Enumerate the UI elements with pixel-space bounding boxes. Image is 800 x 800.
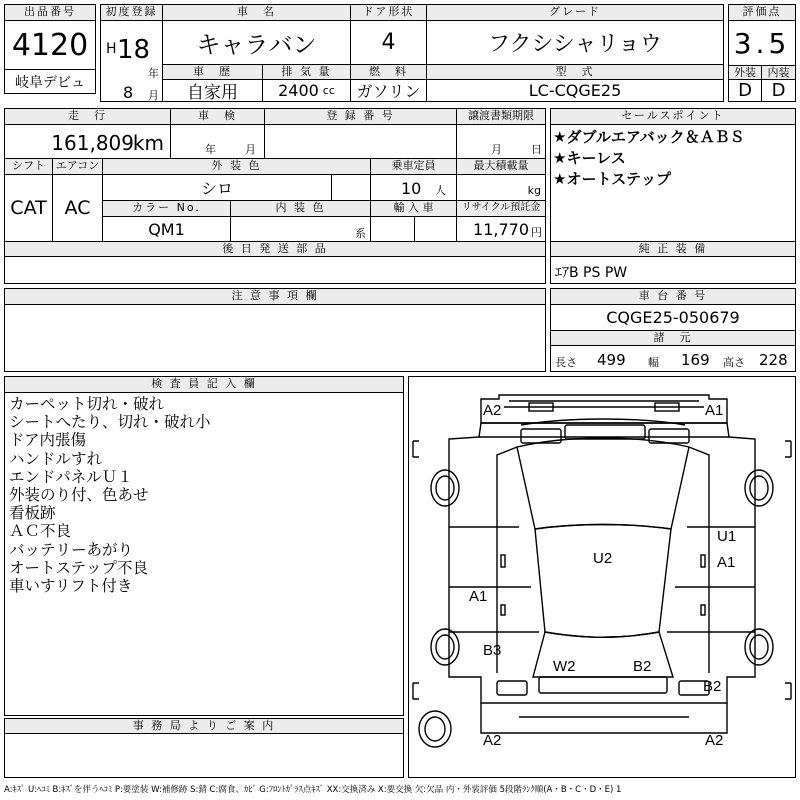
max-load-label: 最大積載量 [457, 159, 545, 175]
equipment-label: 純 正 装 備 [551, 241, 795, 257]
registration-value [265, 125, 457, 159]
header-box [100, 4, 724, 102]
inspection-year-unit: 年 [205, 143, 216, 156]
chassis-label: 車 台 番 号 [551, 289, 795, 305]
inspector-label: 検 査 員 記 入 欄 [5, 377, 403, 393]
damage-mark: A1 [717, 554, 736, 571]
lot-label: 出品番号 [5, 5, 95, 21]
color-no-value: QM1 [103, 217, 231, 241]
inspection-label: 車 検 [171, 109, 265, 125]
later-parts-value [5, 257, 545, 283]
office-box [4, 718, 404, 778]
capacity-unit: 人 [435, 184, 446, 197]
mileage-cell [5, 125, 171, 159]
transfer-month-unit: 月 [491, 143, 502, 156]
venue-name: 岐阜デビュ [5, 69, 95, 93]
reg-year: 18 [117, 35, 151, 65]
damage-mark: B2 [633, 658, 652, 675]
dims-row [551, 346, 795, 371]
capacity-cell [371, 175, 457, 201]
sales-point: ★ダブルエアバック＆ＡＢＳ [553, 128, 745, 146]
inspector-notes [9, 395, 399, 605]
damage-mark: A2 [483, 402, 502, 419]
damage-mark: W2 [553, 658, 576, 675]
transfer-doc-cell [457, 125, 545, 159]
capacity-label: 乗車定員 [371, 159, 457, 175]
cautions-box [4, 288, 546, 372]
month-unit: 月 [148, 89, 159, 101]
capacity-value: 10 [401, 179, 422, 198]
sales-point: ★オートステップ [553, 170, 671, 188]
recycle-cell [457, 217, 545, 241]
recycle-label: リサイクル預託金 [457, 201, 545, 217]
inspector-note: カーペット切れ・破れ [9, 395, 165, 413]
inspector-note: 看板跡 [9, 504, 56, 523]
damage-mark: U1 [717, 528, 737, 545]
recycle-value: 11,770 [473, 220, 529, 239]
inspection-cell [171, 125, 265, 159]
width-value: 169 [681, 351, 710, 369]
interior-label: 内装 [762, 65, 795, 80]
inspector-note: 車いすリフト付き [9, 576, 133, 595]
first-reg-cell [101, 21, 163, 101]
length-label: 長さ [555, 356, 577, 369]
transfer-doc-label: 譲渡書類期限 [457, 109, 545, 125]
door-label: ドア形状 [351, 5, 427, 21]
inspector-note: ＡＣ不良 [9, 522, 72, 541]
sales-box [550, 108, 796, 284]
grade-value: フクシシャリョウ [427, 21, 723, 65]
damage-mark: A1 [469, 588, 488, 605]
vehicle-diagram [408, 376, 796, 778]
displacement-cell [263, 80, 351, 101]
displacement-value: 2400 [278, 81, 319, 100]
transfer-day-unit: 日 [531, 143, 542, 156]
damage-mark: U2 [593, 550, 613, 567]
shift-value: CAT [5, 175, 53, 241]
mileage-value: 161,809 [51, 131, 134, 155]
max-load-cell [457, 175, 545, 201]
mileage-label: 走 行 [5, 109, 171, 125]
lot-number: 4120 [11, 27, 89, 63]
recycle-unit: 円 [531, 226, 542, 239]
cautions-label: 注 意 事 項 欄 [5, 289, 545, 305]
fuel-value: ガソリン [351, 80, 427, 101]
import-cell-2 [415, 217, 457, 241]
int-color-cell [231, 217, 371, 241]
color-no-label: カラー No. [103, 201, 231, 217]
damage-mark: A2 [483, 732, 502, 749]
inspector-note: エンドパネルＵ１ [9, 467, 133, 486]
inspection-month-unit: 月 [245, 143, 256, 156]
shift-label: シフト [5, 159, 53, 175]
model-code-value: LC-CQGE25 [528, 81, 622, 100]
vehicle-diagram-svg [409, 377, 795, 777]
legend-text: A:ｷｽﾞ U:ﾍｺﾐ B:ｷｽﾞを伴うﾍｺﾐ P:要塗装 W:補修跡 S:錆 C:腐食、ｶﾋﾞ G:ﾌﾛﾝﾄｶﾞﾗｽ点ｷｽﾞ XX:交換済み X:要交換 欠:欠品 内・外装評価 5段階ﾗﾝｸ順(A・B・C・D・E) 1 [4, 785, 622, 795]
interior-score: D [771, 80, 786, 101]
inspector-note: シートへたり、切れ・破れ小 [9, 413, 211, 432]
max-load-unit: kg [527, 184, 541, 197]
office-label: 事 務 局 よ り ご 案 内 [5, 719, 403, 734]
inspector-note: ドア内張傷 [9, 431, 87, 450]
exterior-score: D [729, 80, 762, 101]
grade-label: グレード [427, 5, 723, 21]
score-box [728, 4, 796, 102]
import-cell [371, 217, 415, 241]
lot-box [4, 4, 96, 94]
length-value: 499 [597, 351, 626, 369]
inspector-note: ハンドルすれ [9, 449, 103, 468]
fuel-label: 燃 料 [351, 65, 427, 80]
dims-label: 諸 元 [551, 331, 795, 346]
int-color-unit: 系 [355, 227, 366, 240]
sales-points-list [553, 127, 793, 237]
history-value: 自家用 [163, 80, 263, 101]
exterior-label: 外装 [729, 65, 762, 80]
chassis-box [550, 288, 796, 372]
door-value: 4 [351, 21, 427, 65]
score-label: 評価点 [729, 5, 795, 21]
inspector-box [4, 376, 404, 716]
details-box [4, 108, 546, 284]
inspector-note: バッテリーあがり [9, 540, 134, 559]
aircon-value: AC [53, 175, 103, 241]
score-value: 3.5 [733, 26, 791, 60]
registration-label: 登 録 番 号 [265, 109, 457, 125]
sales-point: ★キーレス [553, 149, 626, 167]
damage-mark: B2 [703, 678, 722, 695]
height-value: 228 [759, 351, 788, 369]
year-unit: 年 [148, 67, 159, 80]
damage-mark: B3 [483, 642, 502, 659]
equipment-value: ｴｱB PS PW [555, 265, 628, 281]
mileage-unit: km [132, 131, 164, 155]
first-reg-label: 初度登録 [101, 5, 163, 21]
car-name-label: 車 名 [163, 5, 351, 21]
model-code-label: 型 式 [427, 65, 723, 80]
height-label: 高さ [723, 356, 745, 369]
displacement-label: 排 気 量 [263, 65, 351, 80]
history-label: 車 歴 [163, 65, 263, 80]
int-color-label: 内 装 色 [231, 201, 371, 217]
ext-color-value: シロ [103, 175, 331, 201]
damage-mark: A1 [705, 402, 724, 419]
damage-mark: A2 [705, 732, 724, 749]
sales-points-label: セールスポイント [551, 109, 795, 125]
inspector-note: 外装のり付、色あせ [9, 485, 149, 504]
chassis-value: CQGE25-050679 [551, 305, 795, 331]
inspector-note: オートステップ不良 [9, 558, 149, 577]
aircon-label: エアコン [53, 159, 103, 175]
width-label: 幅 [648, 356, 659, 369]
ext-color-label: 外 装 色 [103, 159, 371, 175]
displacement-unit: cc [322, 84, 335, 97]
ext-color-extra [331, 175, 371, 201]
car-name: キャラバン [163, 21, 351, 65]
era: H [106, 41, 117, 57]
later-parts-label: 後 日 発 送 部 品 [5, 241, 545, 257]
reg-month: 8 [123, 83, 134, 101]
import-label: 輸 入 車 [371, 201, 457, 217]
